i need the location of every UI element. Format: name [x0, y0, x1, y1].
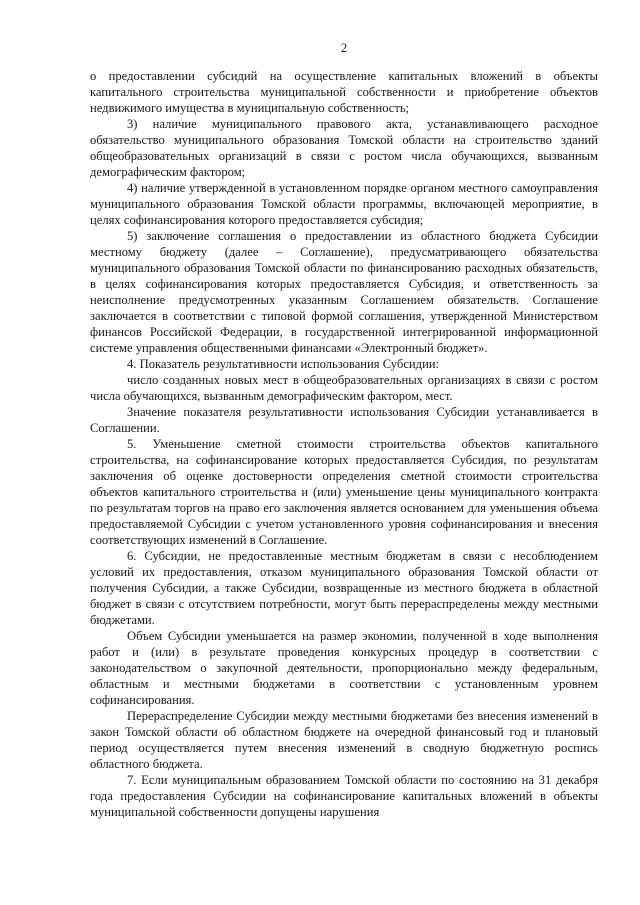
paragraph: 5. Уменьшение сметной стоимости строительства объектов капитального строительства, на софинансирование которых предоставляется Субсидия, по результатам заключения об оценке достоверности определения сметной стоимости строительства объектов капитального строительства и (или) уменьшение цены муниципального контракта по результатам торгов на право его заключения является основанием для уменьшения объема предоставляемой Субсидии с учетом установленного уровня софинансирования и внесения соответствующих изменений в Соглашение. — [90, 437, 598, 547]
paragraph: 4. Показатель результативности использования Субсидии: — [127, 357, 440, 371]
document-page — [90, 40, 598, 820]
paragraph: 5) заключение соглашения о предоставлении из областного бюджета Субсидии местному бюджету (далее – Соглашение), предусматривающего обязательства муниципального образования Томской области по финансированию расходных обязательств, в целях софинансирования которых предоставляется Субсидия, и ответственность за неисполнение предусмотренных указанным Соглашением обязательств. Соглашение заключается в соответствии с типовой формой соглашения, утвержденной Министерством финансов Российской Федерации, в государственной интегрированной информационной системе управления общественными финансами «Электронный бюджет». — [90, 229, 598, 355]
page-number: 2 — [340, 41, 348, 55]
document-body — [90, 68, 598, 820]
paragraph: Значение показателя результативности использования Субсидии устанавливается в Соглашении. — [90, 405, 598, 435]
paragraph: Объем Субсидии уменьшается на размер экономии, полученной в ходе выполнения работ и (или) в результате проведения конкурсных процедур в соответствии с законодательством о закупочной деятельности, пропорционально между федеральным, областным и местными бюджетами в соответствии с установленным уровнем софинансирования. — [90, 629, 598, 707]
paragraph: 7. Если муниципальным образованием Томской области по состоянию на 31 декабря года предоставления Субсидии на софинансирование капитальных вложений в объекты муниципальной собственности допущены нарушения — [90, 773, 598, 819]
paragraph: Перераспределение Субсидии между местными бюджетами без внесения изменений в закон Томской области об областном бюджете на очередной финансовый год и плановый период осуществляется путем внесения изменений в сводную бюджетную роспись областного бюджета. — [90, 709, 598, 771]
paragraph: 4) наличие утвержденной в установленном порядке органом местного самоуправления муниципального образования Томской области программы, включающей мероприятие, в целях софинансирования которого предоставляется субсидия; — [90, 181, 598, 227]
paragraph: 3) наличие муниципального правового акта, устанавливающего расходное обязательство муниципального образования Томской области на строительство зданий общеобразовательных организаций в связи с ростом числа обучающихся, вызванным демографическим фактором; — [90, 117, 598, 179]
paragraph: 6. Субсидии, не предоставленные местным бюджетам в связи с несоблюдением условий их предоставления, отказом муниципального образования Томской области от получения Субсидии, а также Субсидии, возвращенные из местного бюджета в областной бюджет в связи с отсутствием потребности, могут быть перераспределены между местными бюджетами. — [90, 549, 598, 627]
paragraph: число созданных новых мест в общеобразовательных организациях в связи с ростом числа обучающихся, вызванным демографическим фактором, мест. — [90, 373, 598, 403]
paragraph: о предоставлении субсидий на осуществление капитальных вложений в объекты капитального строительства муниципальной собственности и приобретение объектов недвижимого имущества в муниципальную собственность; — [90, 69, 598, 115]
